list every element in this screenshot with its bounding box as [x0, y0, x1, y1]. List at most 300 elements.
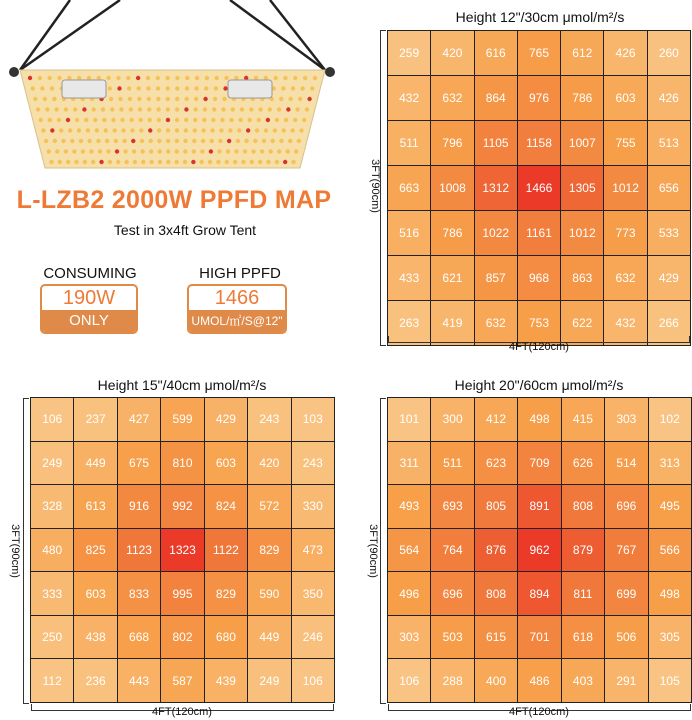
led-dot	[55, 149, 59, 153]
led-dot	[184, 107, 188, 111]
led-dot	[175, 97, 179, 101]
led-dot	[193, 128, 197, 132]
heatmap-cell: 533	[648, 211, 690, 255]
heatmap-grid	[30, 397, 335, 703]
led-dot	[57, 118, 61, 122]
led-dot	[201, 139, 205, 143]
heatmap-cell: 623	[475, 442, 517, 485]
heatmap-cell: 429	[205, 398, 247, 441]
heatmap-cell: 439	[205, 659, 247, 702]
led-dot	[166, 97, 170, 101]
led-dot	[119, 107, 123, 111]
led-dot	[200, 160, 204, 164]
led-dot	[293, 118, 297, 122]
heatmap-cell: 833	[118, 572, 160, 615]
led-dot	[115, 149, 119, 153]
led-dot	[307, 97, 311, 101]
led-dot	[275, 160, 279, 164]
led-dot	[310, 86, 314, 90]
heatmap-cell: 564	[388, 529, 430, 572]
heatmap-cell: 1007	[561, 121, 603, 165]
heatmap-cell: 590	[248, 572, 290, 615]
led-dot	[175, 139, 179, 143]
heatmap-cell: 511	[388, 121, 430, 165]
led-dot	[110, 107, 114, 111]
heatmap-cell: 105	[649, 659, 691, 702]
led-dot	[210, 139, 214, 143]
led-dot	[203, 107, 207, 111]
led-dot	[50, 128, 54, 132]
led-dot	[127, 86, 131, 90]
led-dot	[288, 97, 292, 101]
led-dot	[299, 128, 303, 132]
heatmap-cell: 663	[388, 166, 430, 210]
led-dot	[210, 128, 214, 132]
heatmap-cell: 864	[475, 76, 517, 120]
led-dot	[213, 97, 217, 101]
led-dot	[118, 97, 122, 101]
led-dot	[31, 86, 35, 90]
heatmap-cell: 1012	[604, 166, 646, 210]
heatmap-cell: 1161	[518, 211, 560, 255]
led-dot	[38, 76, 42, 80]
led-dot	[297, 139, 301, 143]
heatmap-cell: 615	[475, 616, 517, 659]
led-dot	[257, 118, 261, 122]
led-dot	[215, 76, 219, 80]
led-dot	[28, 76, 32, 80]
led-dot	[58, 160, 62, 164]
led-dot	[195, 76, 199, 80]
led-dot	[243, 149, 247, 153]
consuming-value: 190W	[62, 287, 116, 309]
led-dot	[139, 128, 143, 132]
led-dot	[79, 139, 83, 143]
led-dot	[93, 118, 97, 122]
led-dot	[147, 97, 151, 101]
heatmap-cell: 632	[431, 76, 473, 120]
led-dot	[77, 128, 81, 132]
heatmap-cell: 473	[292, 529, 334, 572]
heatmap-cell: 976	[518, 76, 560, 120]
heatmap-cell: 786	[561, 76, 603, 120]
led-dot	[146, 76, 150, 80]
chart-title: Height 20"/60cm μmol/m²/s	[454, 377, 624, 393]
led-dot	[228, 128, 232, 132]
led-dot	[285, 149, 289, 153]
heatmap-cell: 632	[604, 256, 646, 300]
led-dot	[223, 86, 227, 90]
led-dot	[122, 139, 126, 143]
heatmap-grid	[387, 397, 692, 703]
led-dot	[64, 149, 68, 153]
heatmap-cell: 263	[388, 301, 430, 345]
led-dot	[246, 128, 250, 132]
led-dot	[86, 128, 90, 132]
heatmap-cell: 786	[431, 211, 473, 255]
led-dot	[184, 97, 188, 101]
page-subtitle: Test in 3x4ft Grow Tent	[113, 222, 257, 238]
led-dot	[192, 149, 196, 153]
led-dot	[106, 149, 110, 153]
led-dot	[158, 160, 162, 164]
led-dot	[255, 128, 259, 132]
led-dot	[271, 139, 275, 143]
led-dot	[166, 118, 170, 122]
heatmap-cell: 668	[118, 616, 160, 659]
led-dot	[291, 86, 295, 90]
led-dot	[82, 107, 86, 111]
heatmap-cell: 432	[388, 76, 430, 120]
led-dot	[44, 139, 48, 143]
led-dot	[114, 139, 118, 143]
heatmap-cell: 420	[431, 31, 473, 75]
heatmap-cell: 603	[74, 572, 116, 615]
led-dot	[264, 128, 268, 132]
led-dot	[305, 107, 309, 111]
led-dot	[175, 128, 179, 132]
heatmap-cell: 621	[431, 256, 473, 300]
led-dot	[116, 76, 120, 80]
heatmap-cell: 243	[292, 442, 334, 485]
led-dot	[216, 160, 220, 164]
led-dot	[108, 160, 112, 164]
led-dot	[68, 128, 72, 132]
heatmap-cell: 1312	[475, 166, 517, 210]
led-dot	[303, 76, 307, 80]
heatmap-cell: 701	[518, 616, 560, 659]
led-dot	[258, 160, 262, 164]
led-dot	[36, 107, 40, 111]
heatmap-cell: 699	[605, 572, 647, 615]
led-dot	[248, 118, 252, 122]
led-dot	[193, 118, 197, 122]
heatmap-cell: 432	[604, 301, 646, 345]
y-axis-label: 3FT(90cm)	[367, 524, 379, 578]
led-dot	[131, 139, 135, 143]
chart-title: Height 12"/30cm μmol/m²/s	[455, 9, 625, 25]
led-dot	[129, 118, 133, 122]
led-dot	[84, 118, 88, 122]
led-dot	[61, 139, 65, 143]
led-dot	[66, 160, 70, 164]
led-dot	[53, 139, 57, 143]
led-dot	[294, 149, 298, 153]
led-dot	[284, 118, 288, 122]
led-dot	[184, 128, 188, 132]
led-dot	[149, 139, 153, 143]
led-dot	[229, 118, 233, 122]
led-dot	[89, 149, 93, 153]
led-dot	[275, 118, 279, 122]
heatmap-cell: 765	[518, 31, 560, 75]
heatmap-cell: 995	[161, 572, 203, 615]
heatmap-cell: 243	[248, 398, 290, 441]
led-dot	[233, 160, 237, 164]
led-dot	[105, 139, 109, 143]
led-dot	[277, 107, 281, 111]
heatmap-cell: 1012	[561, 211, 603, 255]
led-dot	[92, 107, 96, 111]
led-dot	[203, 97, 207, 101]
heatmap-cell: 260	[648, 31, 690, 75]
led-dot	[45, 107, 49, 111]
led-dot	[313, 76, 317, 80]
ppfd-note: UMOL/㎡/S@12"	[189, 310, 285, 332]
heatmap-cell: 753	[518, 301, 560, 345]
heatmap-cell: 426	[604, 31, 646, 75]
led-dot	[185, 86, 189, 90]
led-dot	[295, 107, 299, 111]
heatmap-cell: 291	[605, 659, 647, 702]
heatmap-cell: 773	[604, 211, 646, 255]
heatmap-cell: 632	[475, 301, 517, 345]
heatmap-cell: 250	[31, 616, 73, 659]
heatmap-cell: 696	[605, 485, 647, 528]
page-title: L-LZB2 2000W PPFD MAP	[16, 186, 332, 214]
heatmap-cell: 622	[561, 301, 603, 345]
led-dot	[87, 139, 91, 143]
y-bracket	[380, 398, 386, 704]
led-dot	[147, 107, 151, 111]
heatmap-cell: 236	[74, 659, 116, 702]
heatmap-cell: 288	[431, 659, 473, 702]
heatmap-cell: 1022	[475, 211, 517, 255]
led-dot	[57, 76, 61, 80]
heatmap-cell: 992	[161, 485, 203, 528]
heatmap-cell: 106	[388, 659, 430, 702]
led-dot	[175, 76, 179, 80]
led-dot	[175, 118, 179, 122]
led-dot	[244, 139, 248, 143]
heatmap-cell: 415	[562, 398, 604, 441]
led-dot	[50, 86, 54, 90]
led-dot	[112, 128, 116, 132]
led-dot	[140, 149, 144, 153]
heatmap-cell: 400	[475, 659, 517, 702]
led-dot	[222, 97, 226, 101]
led-dot	[262, 139, 266, 143]
led-dot	[138, 118, 142, 122]
led-dot	[106, 76, 110, 80]
heatmap-cell: 259	[388, 31, 430, 75]
heatmap-cell: 246	[292, 616, 334, 659]
led-dot	[277, 149, 281, 153]
led-dot	[43, 97, 47, 101]
heatmap-cell: 587	[161, 659, 203, 702]
led-dot	[283, 160, 287, 164]
led-dot	[148, 118, 152, 122]
led-dot	[266, 118, 270, 122]
heatmap-cell: 829	[205, 572, 247, 615]
led-dot	[33, 97, 37, 101]
heatmap-cell: 498	[649, 572, 691, 615]
x-axis-label: 4FT(120cm)	[509, 706, 569, 718]
led-dot	[59, 128, 63, 132]
led-dot	[194, 97, 198, 101]
heatmap-cell: 449	[74, 442, 116, 485]
heatmap-cell: 764	[431, 529, 473, 572]
led-dot	[40, 86, 44, 90]
led-dot	[175, 149, 179, 153]
heatmap-cell: 962	[518, 529, 560, 572]
led-dot	[138, 107, 142, 111]
heatmap-cell: 412	[475, 398, 517, 441]
led-dot	[98, 149, 102, 153]
heatmap-cell: 330	[292, 485, 334, 528]
led-dot	[81, 149, 85, 153]
led-dot	[111, 118, 115, 122]
led-dot	[273, 76, 277, 80]
led-dot	[149, 149, 153, 153]
heatmap-cell: 891	[518, 485, 560, 528]
led-dot	[166, 107, 170, 111]
led-dot	[165, 86, 169, 90]
led-dot	[202, 118, 206, 122]
heatmap-cell: 618	[562, 616, 604, 659]
heatmap-cell: 103	[292, 398, 334, 441]
led-dot	[237, 128, 241, 132]
led-dot	[291, 160, 295, 164]
heatmap-cell: 311	[388, 442, 430, 485]
led-dot	[273, 128, 277, 132]
heatmap-cell: 403	[562, 659, 604, 702]
led-dot	[133, 160, 137, 164]
heatmap-cell: 1123	[118, 529, 160, 572]
led-dot	[268, 107, 272, 111]
heatmap-grid	[387, 30, 691, 346]
heatmap-cell: 106	[292, 659, 334, 702]
heatmap-cell: 824	[205, 485, 247, 528]
led-dot	[193, 107, 197, 111]
led-dot	[39, 118, 43, 122]
heatmap-cell: 603	[205, 442, 247, 485]
led-dot	[146, 86, 150, 90]
heatmap-cell: 566	[649, 529, 691, 572]
heatmap-cell: 808	[562, 485, 604, 528]
y-bracket	[23, 398, 29, 704]
heatmap-cell: 419	[431, 301, 473, 345]
heatmap-cell: 968	[518, 256, 560, 300]
heatmap-cell: 1008	[431, 166, 473, 210]
led-dot	[194, 86, 198, 90]
led-dot	[288, 139, 292, 143]
heatmap-cell: 811	[562, 572, 604, 615]
led-dot	[148, 128, 152, 132]
led-dot	[212, 107, 216, 111]
led-dot	[251, 149, 255, 153]
heatmap-cell: 427	[118, 398, 160, 441]
heatmap-cell: 1305	[561, 166, 603, 210]
heatmap-cell: 300	[431, 398, 473, 441]
heatmap-cell: 101	[388, 398, 430, 441]
led-dot	[241, 160, 245, 164]
heatmap-cell: 879	[562, 529, 604, 572]
led-dot	[208, 160, 212, 164]
heatmap-cell: 1122	[205, 529, 247, 572]
led-dot	[132, 149, 136, 153]
heatmap-cell: 102	[649, 398, 691, 441]
led-dot	[290, 128, 294, 132]
heatmap-cell: 572	[248, 485, 290, 528]
led-dot	[227, 139, 231, 143]
heatmap-cell: 863	[561, 256, 603, 300]
led-dot	[102, 118, 106, 122]
heatmap-cell: 810	[161, 442, 203, 485]
heatmap-cell: 266	[648, 301, 690, 345]
led-dot	[221, 107, 225, 111]
heatmap-cell: 305	[649, 616, 691, 659]
led-dot	[91, 160, 95, 164]
heatmap-cell: 333	[31, 572, 73, 615]
led-dot	[157, 139, 161, 143]
led-dot	[240, 107, 244, 111]
heatmap-cell: 449	[248, 616, 290, 659]
heatmap-cell: 829	[248, 529, 290, 572]
heatmap-cell: 516	[388, 211, 430, 255]
led-dot	[95, 128, 99, 132]
led-dot	[258, 107, 262, 111]
led-dot	[64, 107, 68, 111]
led-dot	[104, 128, 108, 132]
led-dot	[286, 107, 290, 111]
led-dot	[156, 97, 160, 101]
heatmap-cell: 709	[518, 442, 560, 485]
led-dot	[75, 118, 79, 122]
heatmap-cell: 802	[161, 616, 203, 659]
heatmap-cell: 599	[161, 398, 203, 441]
grow-light-illustration	[0, 0, 345, 180]
led-dot	[49, 160, 53, 164]
led-dot	[137, 97, 141, 101]
heatmap-cell: 603	[604, 76, 646, 120]
heatmap-cell: 493	[388, 485, 430, 528]
led-dot	[41, 128, 45, 132]
led-dot	[109, 97, 113, 101]
led-dot	[140, 139, 144, 143]
led-dot	[220, 118, 224, 122]
led-dot	[266, 160, 270, 164]
led-dot	[281, 86, 285, 90]
led-dot	[73, 107, 77, 111]
led-dot	[268, 149, 272, 153]
led-dot	[137, 86, 141, 90]
led-dot	[99, 160, 103, 164]
led-dot	[234, 149, 238, 153]
heatmap-cell: 675	[118, 442, 160, 485]
heatmap-cell: 796	[431, 121, 473, 165]
heatmap-cell: 916	[118, 485, 160, 528]
heatmap-cell: 503	[431, 616, 473, 659]
led-dot	[283, 76, 287, 80]
led-dot	[184, 118, 188, 122]
led-dot	[156, 76, 160, 80]
heatmap-cell: 486	[518, 659, 560, 702]
heatmap-cell: 303	[388, 616, 430, 659]
heatmap-cell: 767	[605, 529, 647, 572]
led-dot	[156, 86, 160, 90]
heatmap-cell: 495	[649, 485, 691, 528]
heatmap-cell: 825	[74, 529, 116, 572]
led-dot	[205, 76, 209, 80]
led-dot	[123, 149, 127, 153]
heatmap-cell: 249	[248, 659, 290, 702]
heatmap-cell: 303	[605, 398, 647, 441]
x-axis-label: 4FT(120cm)	[509, 341, 569, 353]
heatmap-cell: 693	[431, 485, 473, 528]
heatmap-cell: 237	[74, 398, 116, 441]
y-axis-label: 3FT(90cm)	[9, 524, 21, 578]
